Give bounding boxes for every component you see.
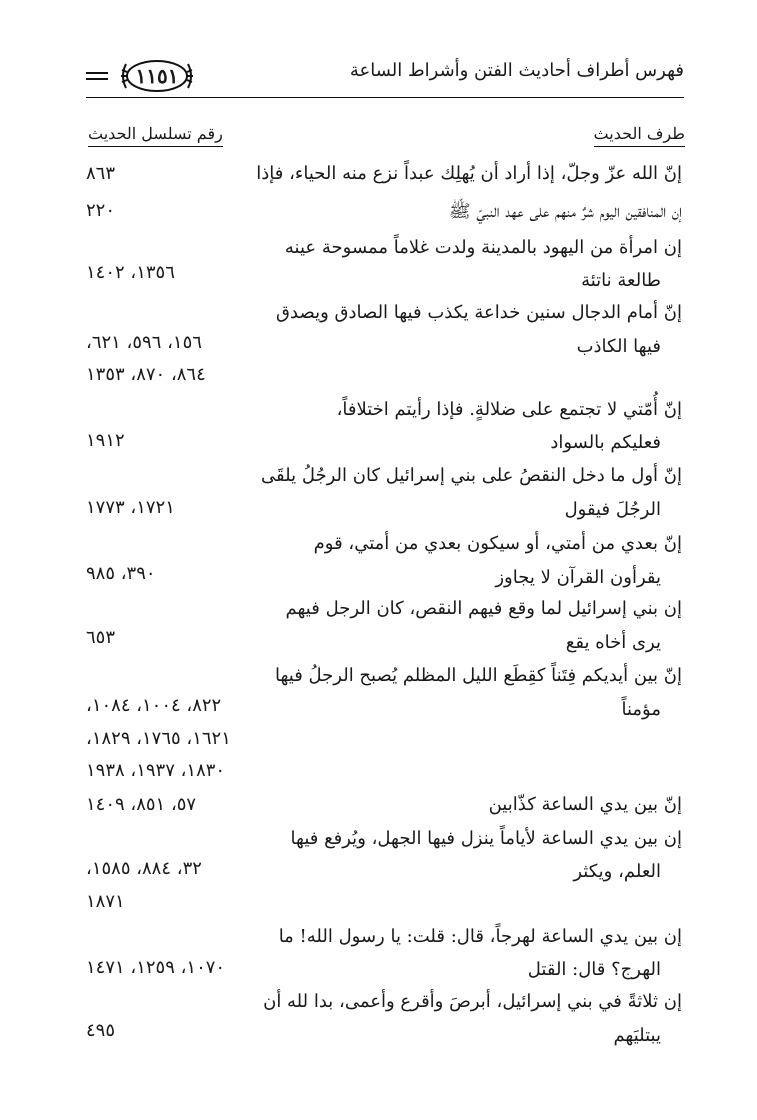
hadith-entry-line: إنّ أمام الدجال سنين خداعة يكذب فيها الصادق ويصدق <box>276 302 682 323</box>
hadith-ref: ١٠٧٠، ١٢٥٩، ١٤٧١ <box>86 957 226 978</box>
hadith-entry-line: إن ثلاثةً في بني إسرائيل، أبرصَ وأقرع وأعمى، بدا لله أن <box>263 991 682 1012</box>
running-title: فهرس أطراف أحاديث الفتن وأشراط الساعة <box>349 60 684 81</box>
hadith-entry-line: يرى أخاه يقع <box>565 632 661 653</box>
header-rule <box>86 97 684 98</box>
page-number-badge <box>116 58 198 94</box>
hadith-ref: ٣٢، ٨٨٤، ١٥٨٥، <box>86 858 202 879</box>
hadith-ref: ٨٦٣ <box>86 163 116 184</box>
hadith-ref: ٨٦٤، ٨٧٠، ١٣٥٣ <box>86 364 206 385</box>
hadith-entry-line: إنّ بين أيديكم فِتَناً كقِطَع الليل المظلم يُصبح الرجلُ فيها <box>275 665 682 686</box>
hadith-entry-line: إنّ أُمّتي لا تجتمع على ضلالةٍ. فإذا رأيتم اختلافاً، <box>336 399 682 420</box>
hadith-ref: ٤٩٥ <box>86 1020 116 1041</box>
hadith-entry-line: إنّ بعدي من أمتي، أو سيكون بعدي من أمتي، قوم <box>313 533 682 554</box>
hadith-ref: ٣٩٠، ٩٨٥ <box>86 563 156 584</box>
hadith-ref: ٥٧، ٨٥١، ١٤٠٩ <box>86 794 197 815</box>
hadith-entry-line: إن المنافقين اليوم شرٌ منهم على عهد النبيّ ﷺ <box>448 201 682 222</box>
hadith-ref: ١٧٢١، ١٧٧٣ <box>86 497 175 518</box>
hadith-ref: ١٩١٢ <box>86 430 125 451</box>
hadith-entry-line: الرجُلَ فيقول <box>564 499 661 520</box>
hadith-ref: ٦٥٣ <box>86 627 116 648</box>
hadith-entry-line: إنّ بين يدي الساعة كذّابين <box>488 794 682 815</box>
page-header <box>86 58 684 98</box>
hadith-entry-line: الهرج؟ قال: القتل <box>527 959 661 980</box>
hadith-ref: ١٥٦، ٥٩٦، ٦٢١، <box>86 332 202 353</box>
number-column-heading: رقم تسلسل الحديث <box>88 124 223 147</box>
hadith-ref: ٢٢٠ <box>86 200 116 221</box>
hadith-column-heading: طرف الحديث <box>594 124 685 147</box>
hadith-entry-line: إن بين يدي الساعة لهرجاً، قال: قلت: يا رسول الله! ما <box>278 926 682 947</box>
hadith-entry-line: إن بني إسرائيل لما وقع فيهم النقص، كان الرجل فيهم <box>285 598 682 619</box>
hadith-ref: ١٣٥٦، ١٤٠٢ <box>86 262 175 283</box>
hadith-entry-line: يقرأون القرآن لا يجاوز <box>495 567 661 588</box>
hadith-entry-line: مؤمناً <box>621 699 661 720</box>
page-number: ١١٥١ <box>135 64 179 88</box>
hadith-entry-line: إن بين يدي الساعة لأياماً ينزل فيها الجهل، ويُرفع فيها <box>290 828 682 849</box>
hadith-ref: ١٦٢١، ١٧٦٥، ١٨٢٩، <box>86 728 231 749</box>
header-ornament-line <box>86 72 108 74</box>
hadith-entry-line: إن امرأة من اليهود بالمدينة ولدت غلاماً ممسوحة عينه <box>284 237 682 258</box>
hadith-ref: ١٨٧١ <box>86 891 125 912</box>
hadith-entry-line: يبتليَهم <box>613 1025 661 1046</box>
hadith-entry-line: إنّ أول ما دخل النقصُ على بني إسرائيل كان الرجُلُ يلقَى <box>261 465 682 486</box>
hadith-ref: ١٨٣٠، ١٩٣٧، ١٩٣٨ <box>86 760 226 781</box>
hadith-entry-line: إنّ الله عزّ وجلّ، إذا أراد أن يُهلِك عبداً نزع منه الحياء، فإذا <box>256 163 682 184</box>
hadith-entry-line: فعليكم بالسواد <box>550 432 661 453</box>
hadith-entry-line: طالعة ناتئة <box>581 270 661 291</box>
hadith-entry-line: العلم، ويكثر <box>573 861 661 882</box>
hadith-entry-line: فيها الكاذب <box>576 336 661 357</box>
hadith-ref: ٨٢٢، ١٠٠٤، ١٠٨٤، <box>86 695 222 716</box>
header-ornament-line <box>86 78 108 80</box>
